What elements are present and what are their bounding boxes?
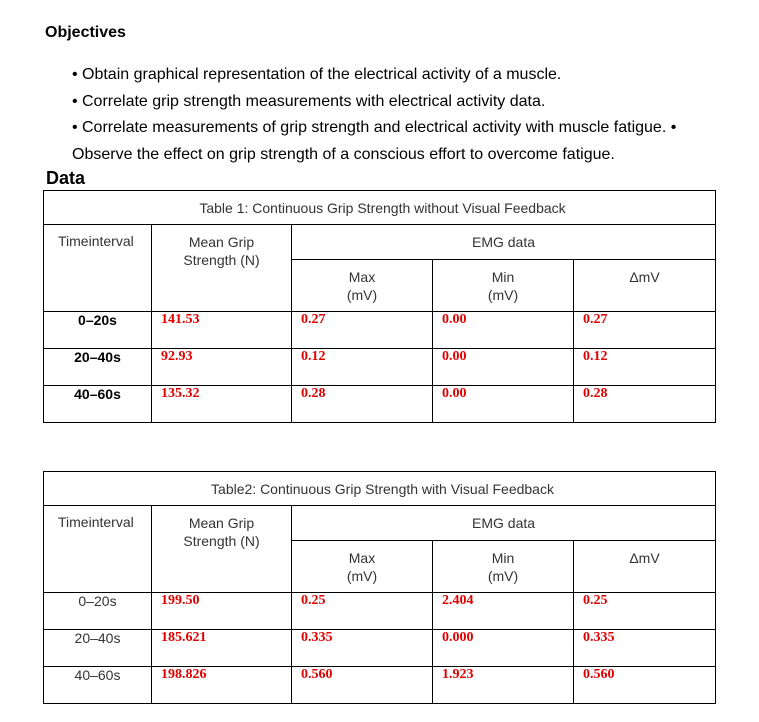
objectives-list (72, 62, 759, 168)
delta-cell: 0.27 (574, 312, 716, 349)
mean-cell: 135.32 (152, 386, 292, 423)
max-cell: 0.12 (292, 349, 433, 386)
mean-cell: 199.50 (152, 593, 292, 630)
delta-cell: 0.28 (574, 386, 716, 423)
emg-data-header: EMG data (292, 225, 716, 260)
delta-mv-header: ΔmV (574, 260, 716, 312)
min-cell: 1.923 (433, 667, 574, 704)
header-line: Mean Grip (188, 515, 255, 531)
delta-cell: 0.12 (574, 349, 716, 386)
objective-text: Correlate grip strength measurements with electrical activity data. (82, 92, 546, 110)
time-cell: 20–40s (44, 630, 152, 667)
objectives-heading: Objectives (45, 24, 126, 41)
time-interval-header: Timeinterval (44, 506, 152, 593)
mean-cell: 198.826 (152, 667, 292, 704)
mean-cell: 185.621 (152, 630, 292, 667)
table-row (44, 349, 716, 386)
header-line: Strength (N) (183, 533, 260, 549)
table-caption: Table2: Continuous Grip Strength with Visual Feedback (44, 472, 716, 506)
delta-mv-header: ΔmV (574, 541, 716, 593)
table-1 (43, 190, 716, 423)
table-2 (43, 471, 716, 704)
objective-item (72, 62, 759, 89)
max-header (292, 541, 433, 593)
objective-text: Obtain graphical representation of the electrical activity of a muscle. (82, 66, 562, 83)
table-row (44, 667, 716, 704)
bullet: • (72, 119, 78, 136)
emg-data-header: EMG data (292, 506, 716, 541)
delta-cell: 0.335 (574, 630, 716, 667)
header-line: Strength (N) (183, 252, 260, 268)
time-interval-header: Timeinterval (44, 225, 152, 312)
data-heading: Data (46, 168, 86, 188)
time-cell: 0–20s (44, 312, 152, 349)
mean-grip-header (152, 506, 292, 593)
mean-cell: 141.53 (152, 312, 292, 349)
header-line: Min (491, 550, 515, 566)
mean-cell: 92.93 (152, 349, 292, 386)
time-cell: 40–60s (44, 386, 152, 423)
table-row (44, 630, 716, 667)
min-cell: 0.00 (433, 312, 574, 349)
objective-text: Correlate measurements of grip strength and electrical activity with muscle fatigue. • (82, 119, 677, 136)
header-line: (mV) (346, 568, 378, 584)
table-row (44, 593, 716, 630)
time-cell: 40–60s (44, 667, 152, 704)
header-line: (mV) (346, 287, 378, 303)
max-header (292, 260, 433, 312)
mean-grip-header (152, 225, 292, 312)
bullet: • (72, 92, 78, 110)
max-cell: 0.25 (292, 593, 433, 630)
objective-item (72, 115, 759, 142)
max-cell: 0.27 (292, 312, 433, 349)
header-line: Max (348, 550, 376, 566)
delta-cell: 0.25 (574, 593, 716, 630)
table-caption: Table 1: Continuous Grip Strength without Visual Feedback (44, 191, 716, 225)
header-line: (mV) (487, 568, 519, 584)
min-cell: 0.00 (433, 349, 574, 386)
delta-cell: 0.560 (574, 667, 716, 704)
max-cell: 0.335 (292, 630, 433, 667)
table-row (44, 386, 716, 423)
bullet: • (72, 66, 78, 83)
min-cell: 0.00 (433, 386, 574, 423)
min-cell: 0.000 (433, 630, 574, 667)
time-cell: 0–20s (44, 593, 152, 630)
min-cell: 2.404 (433, 593, 574, 630)
header-line: Mean Grip (188, 234, 255, 250)
objective-continuation (72, 142, 759, 169)
min-header (433, 541, 574, 593)
max-cell: 0.560 (292, 667, 433, 704)
max-cell: 0.28 (292, 386, 433, 423)
min-header (433, 260, 574, 312)
header-line: Max (348, 269, 376, 285)
header-line: Min (491, 269, 515, 285)
header-line: (mV) (487, 287, 519, 303)
objective-text: Observe the effect on grip strength of a conscious effort to overcome fatigue. (72, 145, 615, 163)
table-row (44, 312, 716, 349)
time-cell: 20–40s (44, 349, 152, 386)
objective-item (72, 89, 759, 116)
